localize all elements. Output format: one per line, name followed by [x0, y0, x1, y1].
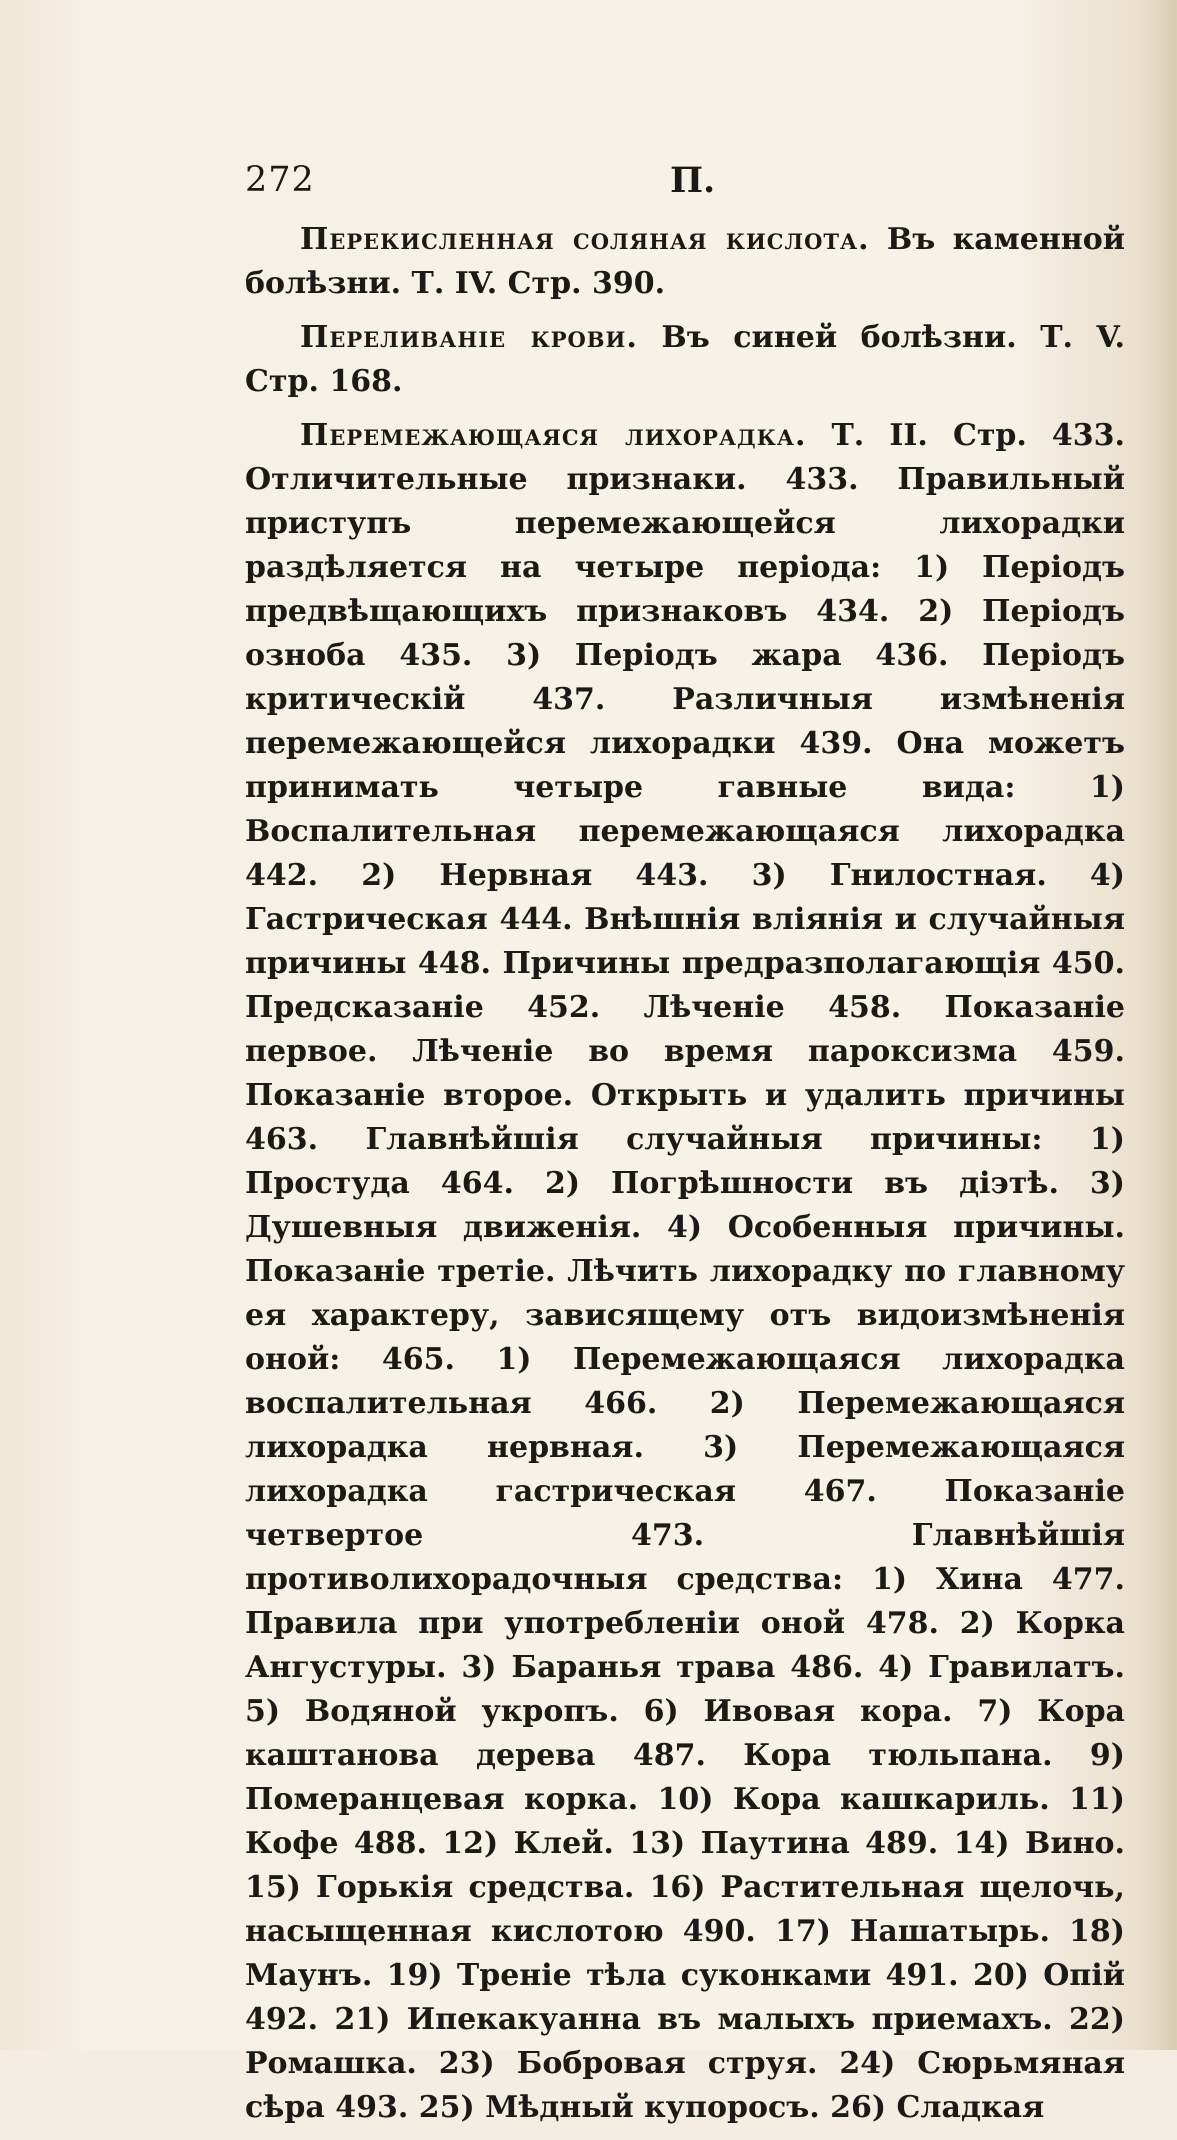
- page-header: [245, 160, 1115, 210]
- entry-heading: Перемежающаяся лихорадка.: [300, 418, 807, 453]
- entry-text: Въ синей болѣзни. Т. V. Стр. 168.: [245, 320, 1125, 399]
- running-head: П.: [670, 160, 716, 201]
- entry-heading: Переливаніе крови.: [300, 320, 638, 355]
- index-entry: [245, 316, 1125, 404]
- page-number: 272: [245, 160, 315, 200]
- entry-text: Т. II. Стр. 433. Отличительные признаки. 433. Правильный приступъ перемежающейся лихорадки раздѣляется на четыре періода: 1) Періодъ предвѣщающихъ признаковъ 434. 2) Періодъ озноба 435. 3) Періодъ жара 436. Періодъ критическій 437. Различныя измѣненія перемежающейся лихорадки 439. Она можетъ принимать четыре гавные вида: 1) Воспалительная перемежающаяся лихорадка 442. 2) Нервная 443. 3) Гнилостная. 4) Гастрическая 444. Внѣшнія вліянія и случайныя причины 448. Причины предразполагающія 450. Предсказаніе 452. Лѣченіе 458. Показаніе первое. Лѣченіе во время пароксизма 459. Показаніе второе. Открыть и удалить причины 463. Главнѣйшія случайныя причины: 1) Простуда 464. 2) Погрѣшности въ діэтѣ. 3) Душевныя движенія. 4) Особенныя причины. Показаніе третіе. Лѣчить лихорадку по главному ея характеру, зависящему отъ видоизмѣненія оной: 465. 1) Перемежающаяся лихорадка воспалительная 466. 2) Перемежающаяся лихорадка нервная. 3) Перемежающаяся лихорадка гастрическая 467. Показаніе четвертое 473. Главнѣйшія противолихорадочныя средства: 1) Хина 477. Правила при употребленіи оной 478. 2) Корка Ангустуры. 3) Баранья трава 486. 4) Гравилатъ. 5) Водяной укропъ. 6) Ивовая кора. 7) Кора каштанова дерева 487. Кора тюльпана. 9) Померанцевая корка. 10) Кора кашкариль. 11) Кофе 488. 12) Клей. 13) Паутина 489. 14) Вино. 15) Горькія средства. 16) Растительная щелочь, насыщенная кислотою 490. 17) Нашатырь. 18) Маунъ. 19) Треніе тѣла суконками 491. 20) Опій 492. 21) Ипекакуанна въ малыхъ приемахъ. 22) Ромашка. 23) Бобровая струя. 24) Сюрьмяная сѣра 493. 25) Мѣдный купоросъ. 26) Сладкая: [245, 418, 1125, 2125]
- index-body: [245, 218, 1125, 2140]
- entry-heading: Перекисленная соляная кислота.: [300, 222, 870, 257]
- entry-text: Въ каменной болѣзни. Т. IV. Стр. 390.: [245, 222, 1125, 301]
- index-entry: [245, 218, 1125, 306]
- index-entry: [245, 414, 1125, 2130]
